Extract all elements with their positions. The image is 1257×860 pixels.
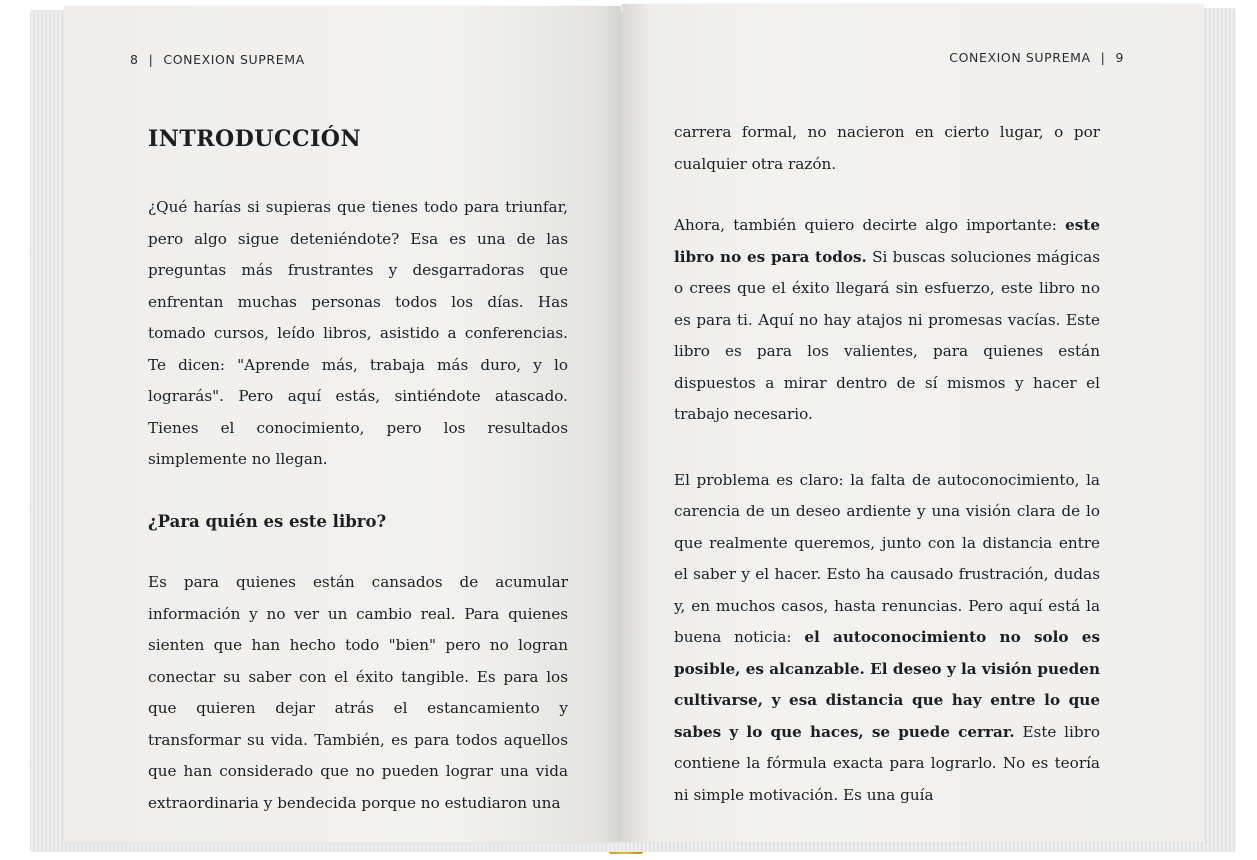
running-title: CONEXION SUPREMA xyxy=(163,52,305,67)
header-separator: | xyxy=(1100,50,1106,65)
running-header-left xyxy=(130,52,305,67)
running-header-right xyxy=(949,50,1124,65)
paragraph xyxy=(674,465,1100,812)
right-page xyxy=(622,4,1204,842)
text-run: Ahora, también quiero decirte algo importante: xyxy=(674,216,1066,234)
text-run: Este libro contiene la fórmula exacta para lograrlo. No es teoría ni simple motivación. Es una guía xyxy=(674,722,1100,804)
section-heading: ¿Para quién es este libro? xyxy=(148,511,387,531)
text-run: El problema es claro: la falta de autoconocimiento, la carencia de un deseo ardiente y una visión clara de lo que realmente queremos, junto con la distancia entre el saber y el hacer. Esto ha causado frustración, dudas y, en muchos casos, hasta renuncias. Pero aquí está la buena noticia: xyxy=(674,470,1100,646)
emphasis-text: el autoconocimiento no solo es posible, es alcanzable. El deseo y la visión pueden cultivarse, y esa distancia que hay entre lo que sabes y lo que haces, se puede cerrar. xyxy=(674,628,1100,741)
page-number: 8 xyxy=(130,52,139,67)
chapter-title: INTRODUCCIÓN xyxy=(148,126,362,152)
paragraph: ¿Qué harías si supieras que tienes todo para triunfar, pero algo sigue deteniéndote? Esa es una de las preguntas más frustrantes y desgarradoras que enfrentan muchas personas todos los días. Has tomado cursos, leído libros, asistido a conferencias. Te dicen: "Aprende más, trabaja más duro, y lo lograrás". Pero aquí estás, sintiéndote atascado. Tienes el conocimiento, pero los resultados simplemente no llegan. xyxy=(148,198,568,468)
left-page xyxy=(64,6,621,842)
page-number: 9 xyxy=(1115,50,1124,65)
right-page-body xyxy=(674,117,1100,811)
text-run: Si buscas soluciones mágicas o crees que el éxito llegará sin esfuerzo, este libro no es para ti. Aquí no hay atajos ni promesas vacías. Este libro es para los valientes, para quienes están dispuestos a mirar dentro de sí mismos y hacer el trabajo necesario. xyxy=(674,247,1100,423)
header-separator: | xyxy=(148,52,154,67)
emphasis-text: este libro no es para todos. xyxy=(674,216,1100,266)
paragraph: carrera formal, no nacieron en cierto lugar, o por cualquier otra razón. xyxy=(674,123,1100,173)
paragraph: Es para quienes están cansados de acumular información y no ver un cambio real. Para quienes sienten que han hecho todo "bien" pero no logran conectar su saber con el éxito tangible. Es para los que quieren dejar atrás el estancamiento y transformar su vida. También, es para todos aquellos que han considerado que no pueden lograr una vida extraordinaria y bendecida porque no estudiaron una xyxy=(148,573,568,812)
paragraph xyxy=(674,210,1100,431)
running-title: CONEXION SUPREMA xyxy=(949,50,1091,65)
left-page-body xyxy=(148,124,568,819)
